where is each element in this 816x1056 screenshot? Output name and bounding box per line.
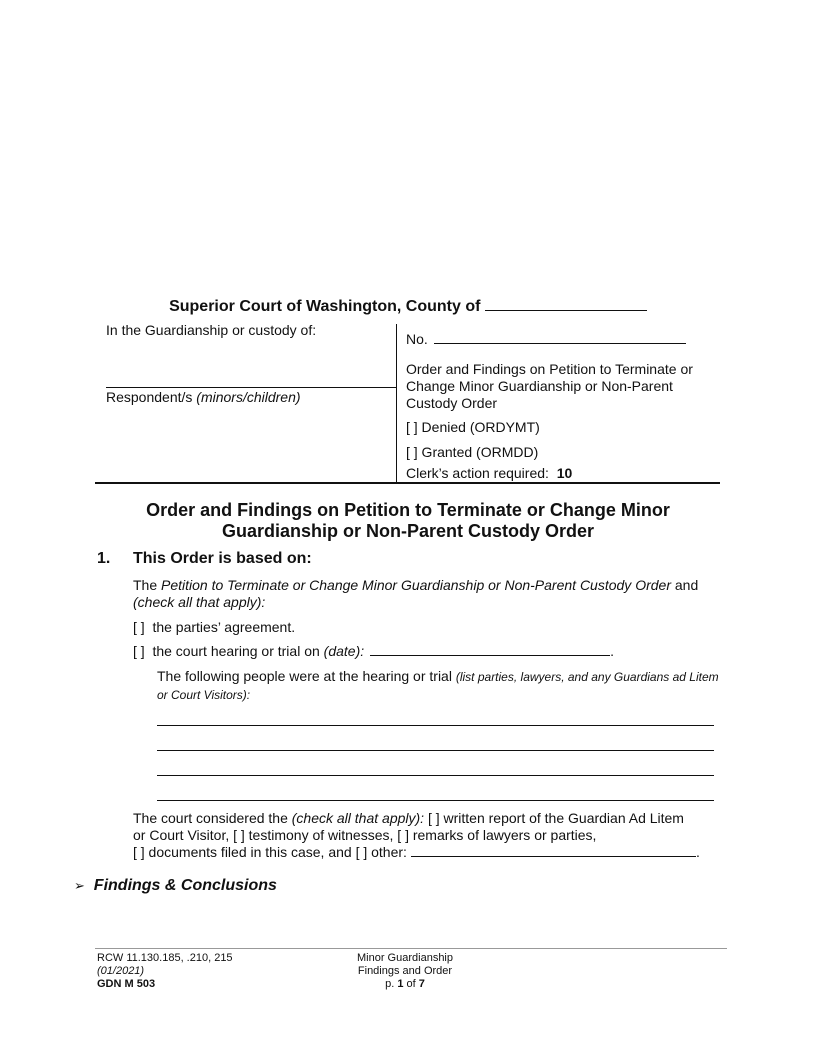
caption-bottom-rule	[95, 482, 720, 484]
court-name: Superior Court of Washington, County of	[169, 298, 481, 315]
court-considered: The court considered the (check all that apply): [ ] written report of the Guardian Ad Litem or Court Visitor, [ ] testimony of witnesses, [ ] remarks of lawyers or parties, [ ] documents filed in this case, and [ ] other: .	[133, 810, 700, 860]
case-number: No.	[406, 331, 686, 348]
guardianship-label: In the Guardianship or custody of:	[106, 322, 317, 338]
attendees-line-2[interactable]	[157, 750, 714, 751]
respondent-line[interactable]	[106, 387, 396, 388]
option-hearing[interactable]: [ ] the court hearing or trial on (date): .	[133, 643, 615, 659]
attendees-line-1[interactable]	[157, 725, 714, 726]
court-header	[0, 296, 816, 316]
arrow-bullet-icon: ➢	[74, 878, 85, 893]
intro-paragraph: The Petition to Terminate or Change Minor Guardianship or Non-Parent Custody Order and (check all that apply):	[133, 577, 699, 610]
granted-checkbox[interactable]: [ ] Granted (ORMDD)	[406, 444, 539, 460]
footer-rule	[95, 948, 727, 949]
other-blank[interactable]	[411, 844, 696, 857]
order-caption-title: Order and Findings on Petition to Terminate or Change Minor Guardianship or Non-Parent Custody Order	[406, 361, 693, 411]
caption-divider	[396, 324, 397, 482]
section-number: 1.	[97, 550, 111, 567]
respondent-label: Respondent/s (minors/children)	[106, 389, 301, 405]
attendees-line-4[interactable]	[157, 800, 714, 801]
attendees-instructions: The following people were at the hearing or trial (list parties, lawyers, and any Guardians ad Litem or Court Visitors):	[157, 668, 719, 702]
footer-left: RCW 11.130.185, .210, 215 (01/2021) GDN M 503	[97, 952, 233, 990]
document-title: Order and Findings on Petition to Terminate or Change Minor Guardianship or Non-Parent Custody Order	[146, 500, 670, 541]
section-heading: This Order is based on:	[133, 550, 312, 567]
denied-checkbox[interactable]: [ ] Denied (ORDYMT)	[406, 419, 540, 435]
option-agreement[interactable]: [ ] the parties’ agreement.	[133, 619, 296, 635]
county-blank[interactable]	[485, 296, 647, 311]
footer-center: Minor Guardianship Findings and Order p. 1 of 7	[340, 952, 470, 991]
findings-heading: ➢ Findings & Conclusions	[74, 877, 277, 894]
clerk-action: Clerk’s action required: 10	[406, 465, 573, 481]
attendees-line-3[interactable]	[157, 775, 714, 776]
page-indicator: p. 1 of 7	[385, 978, 425, 990]
case-number-blank[interactable]	[434, 331, 686, 344]
hearing-date-blank[interactable]	[370, 643, 610, 656]
